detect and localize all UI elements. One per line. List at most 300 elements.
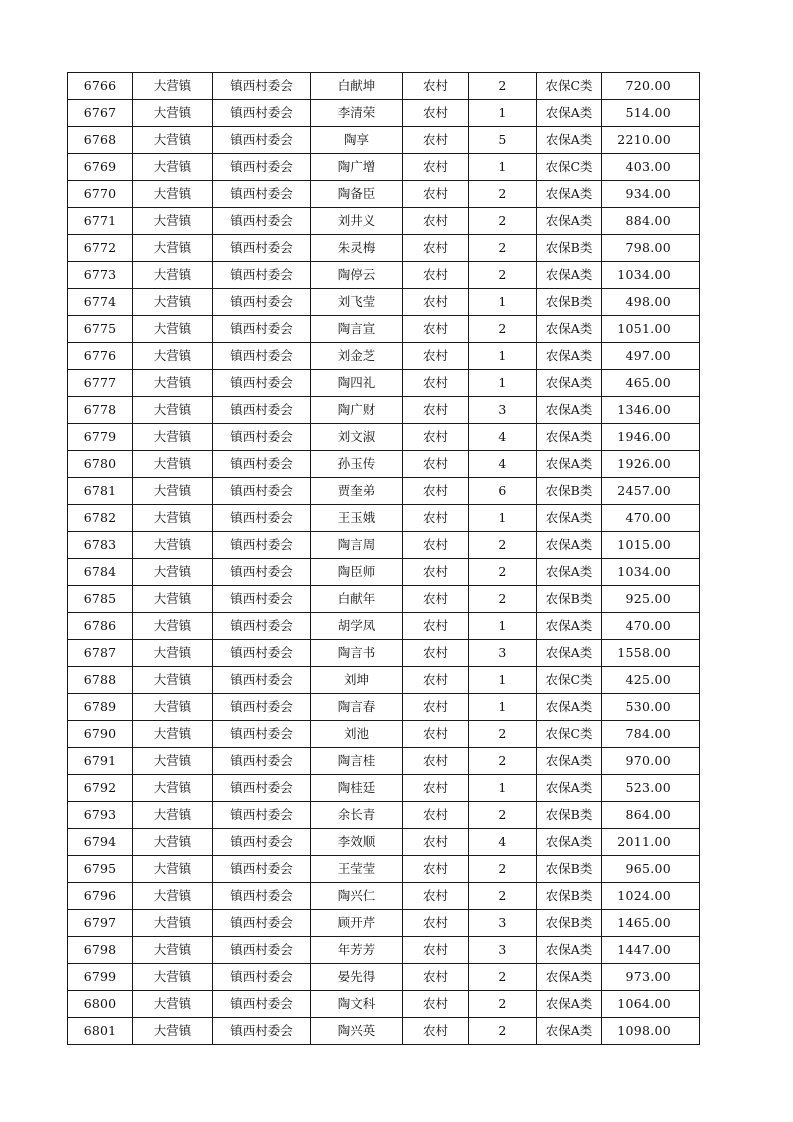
assistance-roster-table bbox=[67, 72, 700, 1045]
insurance-category-cell: 农保A类 bbox=[537, 127, 602, 154]
village-committee-cell: 镇西村委会 bbox=[213, 829, 311, 856]
table-row bbox=[68, 775, 700, 802]
amount-cell: 784.00 bbox=[602, 721, 700, 748]
village-committee-cell: 镇西村委会 bbox=[213, 343, 311, 370]
serial-number-cell: 6792 bbox=[68, 775, 133, 802]
table-row bbox=[68, 100, 700, 127]
table-row bbox=[68, 937, 700, 964]
town-cell: 大营镇 bbox=[133, 964, 213, 991]
name-cell: 陶臣师 bbox=[311, 559, 403, 586]
household-type-cell: 农村 bbox=[403, 181, 469, 208]
table-row bbox=[68, 505, 700, 532]
village-committee-cell: 镇西村委会 bbox=[213, 667, 311, 694]
village-committee-cell: 镇西村委会 bbox=[213, 694, 311, 721]
town-cell: 大营镇 bbox=[133, 100, 213, 127]
serial-number-cell: 6771 bbox=[68, 208, 133, 235]
household-size-cell: 2 bbox=[469, 262, 537, 289]
household-size-cell: 2 bbox=[469, 883, 537, 910]
insurance-category-cell: 农保A类 bbox=[537, 775, 602, 802]
village-committee-cell: 镇西村委会 bbox=[213, 154, 311, 181]
amount-cell: 970.00 bbox=[602, 748, 700, 775]
household-size-cell: 4 bbox=[469, 829, 537, 856]
serial-number-cell: 6785 bbox=[68, 586, 133, 613]
household-size-cell: 1 bbox=[469, 343, 537, 370]
name-cell: 余长青 bbox=[311, 802, 403, 829]
town-cell: 大营镇 bbox=[133, 559, 213, 586]
town-cell: 大营镇 bbox=[133, 424, 213, 451]
household-size-cell: 2 bbox=[469, 991, 537, 1018]
household-size-cell: 3 bbox=[469, 397, 537, 424]
village-committee-cell: 镇西村委会 bbox=[213, 721, 311, 748]
insurance-category-cell: 农保A类 bbox=[537, 613, 602, 640]
household-size-cell: 2 bbox=[469, 1018, 537, 1045]
amount-cell: 1558.00 bbox=[602, 640, 700, 667]
household-type-cell: 农村 bbox=[403, 127, 469, 154]
amount-cell: 470.00 bbox=[602, 505, 700, 532]
town-cell: 大营镇 bbox=[133, 181, 213, 208]
town-cell: 大营镇 bbox=[133, 289, 213, 316]
serial-number-cell: 6796 bbox=[68, 883, 133, 910]
town-cell: 大营镇 bbox=[133, 235, 213, 262]
table-row bbox=[68, 370, 700, 397]
household-type-cell: 农村 bbox=[403, 802, 469, 829]
household-size-cell: 2 bbox=[469, 721, 537, 748]
serial-number-cell: 6795 bbox=[68, 856, 133, 883]
household-size-cell: 2 bbox=[469, 802, 537, 829]
amount-cell: 1946.00 bbox=[602, 424, 700, 451]
insurance-category-cell: 农保A类 bbox=[537, 505, 602, 532]
serial-number-cell: 6798 bbox=[68, 937, 133, 964]
insurance-category-cell: 农保C类 bbox=[537, 154, 602, 181]
table-row bbox=[68, 154, 700, 181]
serial-number-cell: 6777 bbox=[68, 370, 133, 397]
village-committee-cell: 镇西村委会 bbox=[213, 910, 311, 937]
amount-cell: 1015.00 bbox=[602, 532, 700, 559]
serial-number-cell: 6773 bbox=[68, 262, 133, 289]
household-type-cell: 农村 bbox=[403, 910, 469, 937]
serial-number-cell: 6793 bbox=[68, 802, 133, 829]
village-committee-cell: 镇西村委会 bbox=[213, 748, 311, 775]
household-type-cell: 农村 bbox=[403, 316, 469, 343]
household-type-cell: 农村 bbox=[403, 775, 469, 802]
serial-number-cell: 6791 bbox=[68, 748, 133, 775]
name-cell: 陶言桂 bbox=[311, 748, 403, 775]
town-cell: 大营镇 bbox=[133, 613, 213, 640]
household-size-cell: 6 bbox=[469, 478, 537, 505]
table-row bbox=[68, 397, 700, 424]
serial-number-cell: 6783 bbox=[68, 532, 133, 559]
table-row bbox=[68, 613, 700, 640]
household-type-cell: 农村 bbox=[403, 586, 469, 613]
amount-cell: 1346.00 bbox=[602, 397, 700, 424]
village-committee-cell: 镇西村委会 bbox=[213, 100, 311, 127]
serial-number-cell: 6801 bbox=[68, 1018, 133, 1045]
household-type-cell: 农村 bbox=[403, 505, 469, 532]
table-body bbox=[68, 73, 700, 1045]
amount-cell: 1465.00 bbox=[602, 910, 700, 937]
town-cell: 大营镇 bbox=[133, 991, 213, 1018]
household-type-cell: 农村 bbox=[403, 262, 469, 289]
town-cell: 大营镇 bbox=[133, 829, 213, 856]
household-type-cell: 农村 bbox=[403, 424, 469, 451]
household-size-cell: 1 bbox=[469, 694, 537, 721]
name-cell: 刘井义 bbox=[311, 208, 403, 235]
serial-number-cell: 6767 bbox=[68, 100, 133, 127]
name-cell: 顾开芹 bbox=[311, 910, 403, 937]
name-cell: 胡学凤 bbox=[311, 613, 403, 640]
serial-number-cell: 6788 bbox=[68, 667, 133, 694]
village-committee-cell: 镇西村委会 bbox=[213, 289, 311, 316]
amount-cell: 720.00 bbox=[602, 73, 700, 100]
table-row bbox=[68, 181, 700, 208]
town-cell: 大营镇 bbox=[133, 748, 213, 775]
amount-cell: 2457.00 bbox=[602, 478, 700, 505]
serial-number-cell: 6769 bbox=[68, 154, 133, 181]
insurance-category-cell: 农保A类 bbox=[537, 451, 602, 478]
household-size-cell: 2 bbox=[469, 316, 537, 343]
serial-number-cell: 6766 bbox=[68, 73, 133, 100]
serial-number-cell: 6794 bbox=[68, 829, 133, 856]
household-size-cell: 2 bbox=[469, 748, 537, 775]
amount-cell: 864.00 bbox=[602, 802, 700, 829]
village-committee-cell: 镇西村委会 bbox=[213, 316, 311, 343]
household-type-cell: 农村 bbox=[403, 721, 469, 748]
insurance-category-cell: 农保B类 bbox=[537, 910, 602, 937]
household-size-cell: 2 bbox=[469, 208, 537, 235]
serial-number-cell: 6799 bbox=[68, 964, 133, 991]
household-type-cell: 农村 bbox=[403, 73, 469, 100]
name-cell: 陶言周 bbox=[311, 532, 403, 559]
household-size-cell: 1 bbox=[469, 154, 537, 181]
table-row bbox=[68, 1018, 700, 1045]
village-committee-cell: 镇西村委会 bbox=[213, 991, 311, 1018]
insurance-category-cell: 农保C类 bbox=[537, 721, 602, 748]
village-committee-cell: 镇西村委会 bbox=[213, 478, 311, 505]
household-type-cell: 农村 bbox=[403, 397, 469, 424]
amount-cell: 965.00 bbox=[602, 856, 700, 883]
table-row bbox=[68, 748, 700, 775]
town-cell: 大营镇 bbox=[133, 910, 213, 937]
household-type-cell: 农村 bbox=[403, 235, 469, 262]
town-cell: 大营镇 bbox=[133, 802, 213, 829]
insurance-category-cell: 农保A类 bbox=[537, 1018, 602, 1045]
household-type-cell: 农村 bbox=[403, 964, 469, 991]
insurance-category-cell: 农保A类 bbox=[537, 559, 602, 586]
table-row bbox=[68, 316, 700, 343]
name-cell: 白献坤 bbox=[311, 73, 403, 100]
insurance-category-cell: 农保B类 bbox=[537, 235, 602, 262]
amount-cell: 465.00 bbox=[602, 370, 700, 397]
insurance-category-cell: 农保A类 bbox=[537, 370, 602, 397]
town-cell: 大营镇 bbox=[133, 721, 213, 748]
name-cell: 王玉娥 bbox=[311, 505, 403, 532]
name-cell: 陶广财 bbox=[311, 397, 403, 424]
insurance-category-cell: 农保A类 bbox=[537, 397, 602, 424]
insurance-category-cell: 农保A类 bbox=[537, 532, 602, 559]
name-cell: 陶言书 bbox=[311, 640, 403, 667]
household-type-cell: 农村 bbox=[403, 289, 469, 316]
town-cell: 大营镇 bbox=[133, 208, 213, 235]
household-type-cell: 农村 bbox=[403, 748, 469, 775]
amount-cell: 798.00 bbox=[602, 235, 700, 262]
amount-cell: 1098.00 bbox=[602, 1018, 700, 1045]
household-type-cell: 农村 bbox=[403, 883, 469, 910]
name-cell: 晏先得 bbox=[311, 964, 403, 991]
household-type-cell: 农村 bbox=[403, 154, 469, 181]
name-cell: 刘文淑 bbox=[311, 424, 403, 451]
village-committee-cell: 镇西村委会 bbox=[213, 883, 311, 910]
serial-number-cell: 6772 bbox=[68, 235, 133, 262]
village-committee-cell: 镇西村委会 bbox=[213, 451, 311, 478]
name-cell: 刘飞莹 bbox=[311, 289, 403, 316]
village-committee-cell: 镇西村委会 bbox=[213, 1018, 311, 1045]
name-cell: 白献年 bbox=[311, 586, 403, 613]
town-cell: 大营镇 bbox=[133, 640, 213, 667]
household-type-cell: 农村 bbox=[403, 829, 469, 856]
household-size-cell: 1 bbox=[469, 370, 537, 397]
town-cell: 大营镇 bbox=[133, 154, 213, 181]
table-row bbox=[68, 964, 700, 991]
insurance-category-cell: 农保A类 bbox=[537, 964, 602, 991]
household-size-cell: 2 bbox=[469, 964, 537, 991]
serial-number-cell: 6786 bbox=[68, 613, 133, 640]
amount-cell: 425.00 bbox=[602, 667, 700, 694]
insurance-category-cell: 农保A类 bbox=[537, 208, 602, 235]
name-cell: 王莹莹 bbox=[311, 856, 403, 883]
insurance-category-cell: 农保B类 bbox=[537, 802, 602, 829]
insurance-category-cell: 农保A类 bbox=[537, 181, 602, 208]
amount-cell: 497.00 bbox=[602, 343, 700, 370]
household-size-cell: 2 bbox=[469, 181, 537, 208]
amount-cell: 530.00 bbox=[602, 694, 700, 721]
serial-number-cell: 6770 bbox=[68, 181, 133, 208]
table-row bbox=[68, 829, 700, 856]
town-cell: 大营镇 bbox=[133, 451, 213, 478]
serial-number-cell: 6790 bbox=[68, 721, 133, 748]
serial-number-cell: 6780 bbox=[68, 451, 133, 478]
household-size-cell: 4 bbox=[469, 424, 537, 451]
village-committee-cell: 镇西村委会 bbox=[213, 613, 311, 640]
table-row bbox=[68, 478, 700, 505]
village-committee-cell: 镇西村委会 bbox=[213, 937, 311, 964]
serial-number-cell: 6778 bbox=[68, 397, 133, 424]
amount-cell: 884.00 bbox=[602, 208, 700, 235]
insurance-category-cell: 农保B类 bbox=[537, 289, 602, 316]
household-size-cell: 2 bbox=[469, 586, 537, 613]
name-cell: 陶兴仁 bbox=[311, 883, 403, 910]
village-committee-cell: 镇西村委会 bbox=[213, 181, 311, 208]
serial-number-cell: 6789 bbox=[68, 694, 133, 721]
amount-cell: 925.00 bbox=[602, 586, 700, 613]
name-cell: 李效顺 bbox=[311, 829, 403, 856]
household-type-cell: 农村 bbox=[403, 640, 469, 667]
insurance-category-cell: 农保C类 bbox=[537, 73, 602, 100]
town-cell: 大营镇 bbox=[133, 586, 213, 613]
name-cell: 陶备臣 bbox=[311, 181, 403, 208]
household-size-cell: 2 bbox=[469, 532, 537, 559]
insurance-category-cell: 农保B类 bbox=[537, 586, 602, 613]
table-row bbox=[68, 694, 700, 721]
table-row bbox=[68, 991, 700, 1018]
table-row bbox=[68, 586, 700, 613]
household-size-cell: 5 bbox=[469, 127, 537, 154]
household-size-cell: 2 bbox=[469, 235, 537, 262]
serial-number-cell: 6782 bbox=[68, 505, 133, 532]
serial-number-cell: 6797 bbox=[68, 910, 133, 937]
village-committee-cell: 镇西村委会 bbox=[213, 73, 311, 100]
amount-cell: 1051.00 bbox=[602, 316, 700, 343]
household-size-cell: 1 bbox=[469, 505, 537, 532]
village-committee-cell: 镇西村委会 bbox=[213, 127, 311, 154]
insurance-category-cell: 农保A类 bbox=[537, 991, 602, 1018]
town-cell: 大营镇 bbox=[133, 694, 213, 721]
serial-number-cell: 6787 bbox=[68, 640, 133, 667]
insurance-category-cell: 农保A类 bbox=[537, 748, 602, 775]
amount-cell: 1024.00 bbox=[602, 883, 700, 910]
household-size-cell: 1 bbox=[469, 667, 537, 694]
household-type-cell: 农村 bbox=[403, 613, 469, 640]
serial-number-cell: 6779 bbox=[68, 424, 133, 451]
amount-cell: 498.00 bbox=[602, 289, 700, 316]
household-size-cell: 1 bbox=[469, 613, 537, 640]
household-type-cell: 农村 bbox=[403, 937, 469, 964]
amount-cell: 1034.00 bbox=[602, 262, 700, 289]
household-type-cell: 农村 bbox=[403, 856, 469, 883]
name-cell: 陶停云 bbox=[311, 262, 403, 289]
name-cell: 陶文科 bbox=[311, 991, 403, 1018]
household-size-cell: 2 bbox=[469, 73, 537, 100]
village-committee-cell: 镇西村委会 bbox=[213, 775, 311, 802]
village-committee-cell: 镇西村委会 bbox=[213, 802, 311, 829]
name-cell: 陶桂廷 bbox=[311, 775, 403, 802]
name-cell: 陶享 bbox=[311, 127, 403, 154]
table-row bbox=[68, 910, 700, 937]
table-row bbox=[68, 73, 700, 100]
town-cell: 大营镇 bbox=[133, 343, 213, 370]
table-row bbox=[68, 424, 700, 451]
town-cell: 大营镇 bbox=[133, 1018, 213, 1045]
amount-cell: 1447.00 bbox=[602, 937, 700, 964]
name-cell: 李清荣 bbox=[311, 100, 403, 127]
household-type-cell: 农村 bbox=[403, 991, 469, 1018]
town-cell: 大营镇 bbox=[133, 370, 213, 397]
household-type-cell: 农村 bbox=[403, 208, 469, 235]
town-cell: 大营镇 bbox=[133, 397, 213, 424]
serial-number-cell: 6784 bbox=[68, 559, 133, 586]
insurance-category-cell: 农保C类 bbox=[537, 667, 602, 694]
table-row bbox=[68, 289, 700, 316]
household-type-cell: 农村 bbox=[403, 343, 469, 370]
table-row bbox=[68, 802, 700, 829]
insurance-category-cell: 农保B类 bbox=[537, 856, 602, 883]
table-row bbox=[68, 262, 700, 289]
town-cell: 大营镇 bbox=[133, 262, 213, 289]
village-committee-cell: 镇西村委会 bbox=[213, 262, 311, 289]
town-cell: 大营镇 bbox=[133, 505, 213, 532]
household-size-cell: 1 bbox=[469, 775, 537, 802]
village-committee-cell: 镇西村委会 bbox=[213, 370, 311, 397]
household-size-cell: 1 bbox=[469, 289, 537, 316]
household-size-cell: 1 bbox=[469, 100, 537, 127]
table-row bbox=[68, 208, 700, 235]
amount-cell: 973.00 bbox=[602, 964, 700, 991]
serial-number-cell: 6775 bbox=[68, 316, 133, 343]
household-type-cell: 农村 bbox=[403, 478, 469, 505]
household-type-cell: 农村 bbox=[403, 532, 469, 559]
name-cell: 陶兴英 bbox=[311, 1018, 403, 1045]
insurance-category-cell: 农保A类 bbox=[537, 262, 602, 289]
household-type-cell: 农村 bbox=[403, 100, 469, 127]
insurance-category-cell: 农保A类 bbox=[537, 343, 602, 370]
table-row bbox=[68, 721, 700, 748]
household-size-cell: 2 bbox=[469, 559, 537, 586]
insurance-category-cell: 农保A类 bbox=[537, 829, 602, 856]
household-type-cell: 农村 bbox=[403, 559, 469, 586]
insurance-category-cell: 农保A类 bbox=[537, 424, 602, 451]
name-cell: 陶言春 bbox=[311, 694, 403, 721]
household-size-cell: 3 bbox=[469, 640, 537, 667]
household-size-cell: 2 bbox=[469, 856, 537, 883]
table-row bbox=[68, 883, 700, 910]
village-committee-cell: 镇西村委会 bbox=[213, 559, 311, 586]
name-cell: 陶四礼 bbox=[311, 370, 403, 397]
serial-number-cell: 6781 bbox=[68, 478, 133, 505]
name-cell: 朱灵梅 bbox=[311, 235, 403, 262]
town-cell: 大营镇 bbox=[133, 532, 213, 559]
amount-cell: 1034.00 bbox=[602, 559, 700, 586]
name-cell: 孙玉传 bbox=[311, 451, 403, 478]
household-type-cell: 农村 bbox=[403, 694, 469, 721]
town-cell: 大营镇 bbox=[133, 856, 213, 883]
village-committee-cell: 镇西村委会 bbox=[213, 505, 311, 532]
name-cell: 刘金芝 bbox=[311, 343, 403, 370]
village-committee-cell: 镇西村委会 bbox=[213, 964, 311, 991]
town-cell: 大营镇 bbox=[133, 127, 213, 154]
amount-cell: 2210.00 bbox=[602, 127, 700, 154]
amount-cell: 403.00 bbox=[602, 154, 700, 181]
table-row bbox=[68, 127, 700, 154]
town-cell: 大营镇 bbox=[133, 316, 213, 343]
town-cell: 大营镇 bbox=[133, 775, 213, 802]
amount-cell: 1926.00 bbox=[602, 451, 700, 478]
amount-cell: 934.00 bbox=[602, 181, 700, 208]
amount-cell: 523.00 bbox=[602, 775, 700, 802]
serial-number-cell: 6774 bbox=[68, 289, 133, 316]
household-type-cell: 农村 bbox=[403, 451, 469, 478]
table-row bbox=[68, 856, 700, 883]
amount-cell: 2011.00 bbox=[602, 829, 700, 856]
household-size-cell: 3 bbox=[469, 937, 537, 964]
name-cell: 陶广增 bbox=[311, 154, 403, 181]
amount-cell: 470.00 bbox=[602, 613, 700, 640]
insurance-category-cell: 农保A类 bbox=[537, 640, 602, 667]
village-committee-cell: 镇西村委会 bbox=[213, 640, 311, 667]
town-cell: 大营镇 bbox=[133, 73, 213, 100]
table-row bbox=[68, 343, 700, 370]
town-cell: 大营镇 bbox=[133, 937, 213, 964]
amount-cell: 514.00 bbox=[602, 100, 700, 127]
insurance-category-cell: 农保A类 bbox=[537, 937, 602, 964]
household-type-cell: 农村 bbox=[403, 370, 469, 397]
insurance-category-cell: 农保A类 bbox=[537, 694, 602, 721]
table-row bbox=[68, 532, 700, 559]
table-row bbox=[68, 451, 700, 478]
village-committee-cell: 镇西村委会 bbox=[213, 235, 311, 262]
serial-number-cell: 6800 bbox=[68, 991, 133, 1018]
village-committee-cell: 镇西村委会 bbox=[213, 532, 311, 559]
household-type-cell: 农村 bbox=[403, 1018, 469, 1045]
name-cell: 年芳芳 bbox=[311, 937, 403, 964]
